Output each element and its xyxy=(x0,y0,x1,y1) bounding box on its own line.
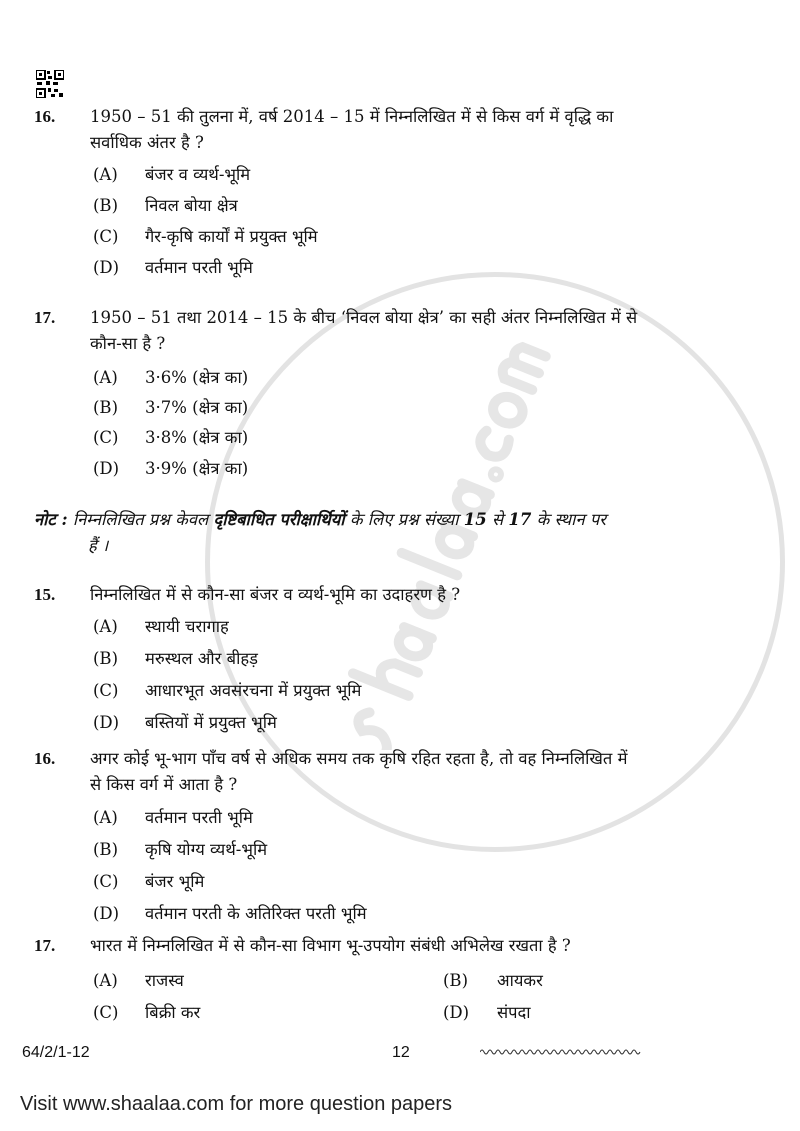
note-label: नोट : xyxy=(34,510,68,529)
question-text: सर्वाधिक अंतर है ? xyxy=(90,133,204,152)
note-text: निम्नलिखित प्रश्न केवल xyxy=(72,510,209,529)
wavy-line-decoration xyxy=(480,1048,642,1056)
note-bold: दृष्टिबाधित परीक्षार्थियों xyxy=(213,510,345,529)
option-label: (C) xyxy=(93,428,119,447)
note-number: 17 xyxy=(508,510,532,529)
note-text: के स्थान पर xyxy=(536,510,606,529)
option-label: (A) xyxy=(93,165,118,184)
option-text: कृषि योग्य व्यर्थ-भूमि xyxy=(145,840,268,859)
option-text: वर्तमान परती के अतिरिक्त परती भूमि xyxy=(145,904,367,923)
option-text: 3·8% (क्षेत्र का) xyxy=(145,428,249,447)
paper-code: 64/2/1-12 xyxy=(22,1044,90,1061)
option-label: (B) xyxy=(93,196,118,215)
option-text: बंजर व व्यर्थ-भूमि xyxy=(145,165,251,184)
option-text: वर्तमान परती भूमि xyxy=(145,258,253,277)
option-text: बिक्री कर xyxy=(145,1003,201,1022)
option-text: 3·6% (क्षेत्र का) xyxy=(145,368,249,387)
option-label: (A) xyxy=(93,971,118,990)
note-number: 15 xyxy=(463,510,487,529)
question-text: अगर कोई भू-भाग पाँच वर्ष से अधिक समय तक कृषि रहित रहता है, तो वह निम्नलिखित में xyxy=(90,749,628,768)
option-text: स्थायी चरागाह xyxy=(145,617,229,636)
question-text: कौन-सा है ? xyxy=(90,334,166,353)
option-label: (A) xyxy=(93,808,118,827)
question-text: 1950 – 51 की तुलना में, वर्ष 2014 – 15 में निम्नलिखित में से किस वर्ग में वृद्धि का xyxy=(90,107,614,126)
option-label: (C) xyxy=(93,1003,119,1022)
option-text: राजस्व xyxy=(145,971,184,990)
option-label: (D) xyxy=(93,713,120,732)
question-number: 17. xyxy=(34,936,56,955)
option-text: आधारभूत अवसंरचना में प्रयुक्त भूमि xyxy=(145,681,362,700)
option-text: 3·9% (क्षेत्र का) xyxy=(145,459,249,478)
question-number: 15. xyxy=(34,585,56,604)
note-text: के लिए प्रश्न संख्या xyxy=(349,510,459,529)
option-label: (D) xyxy=(93,904,120,923)
question-text: भारत में निम्नलिखित में से कौन-सा विभाग भू-उपयोग संबंधी अभिलेख रखता है ? xyxy=(90,936,571,955)
note-text: हैं । xyxy=(88,536,109,555)
option-label: (D) xyxy=(443,1003,470,1022)
question-number: 17. xyxy=(34,308,56,327)
option-text: बंजर भूमि xyxy=(145,872,205,891)
question-text: निम्नलिखित में से कौन-सा बंजर व व्यर्थ-भूमि का उदाहरण है ? xyxy=(90,585,461,604)
option-label: (B) xyxy=(93,840,118,859)
option-label: (D) xyxy=(93,258,120,277)
option-text: आयकर xyxy=(497,971,543,990)
option-label: (A) xyxy=(93,617,118,636)
question-number: 16. xyxy=(34,107,56,126)
option-text: मरुस्थल और बीहड़ xyxy=(145,649,258,668)
option-text: संपदा xyxy=(497,1003,531,1022)
option-label: (C) xyxy=(93,872,119,891)
qr-code-icon xyxy=(36,70,64,98)
question-number: 16. xyxy=(34,749,56,768)
option-label: (A) xyxy=(93,368,118,387)
option-label: (D) xyxy=(93,459,120,478)
watermark-logo xyxy=(330,330,570,750)
note-text: से xyxy=(492,510,504,529)
option-label: (B) xyxy=(93,649,118,668)
option-label: (B) xyxy=(443,971,468,990)
question-text: से किस वर्ग में आता है ? xyxy=(90,775,238,794)
option-label: (C) xyxy=(93,681,119,700)
page-number: 12 xyxy=(392,1044,410,1061)
option-label: (C) xyxy=(93,227,119,246)
option-text: गैर-कृषि कार्यों में प्रयुक्त भूमि xyxy=(145,227,318,246)
option-text: वर्तमान परती भूमि xyxy=(145,808,253,827)
option-text: निवल बोया क्षेत्र xyxy=(145,196,238,215)
question-text: 1950 – 51 तथा 2014 – 15 के बीच ‘निवल बोया क्षेत्र’ का सही अंतर निम्नलिखित में से xyxy=(90,308,638,327)
option-label: (B) xyxy=(93,398,118,417)
note-line xyxy=(34,510,606,530)
option-text: बस्तियों में प्रयुक्त भूमि xyxy=(145,713,277,732)
option-text: 3·7% (क्षेत्र का) xyxy=(145,398,249,417)
visit-link-text: Visit www.shaalaa.com for more question papers xyxy=(20,1093,453,1115)
